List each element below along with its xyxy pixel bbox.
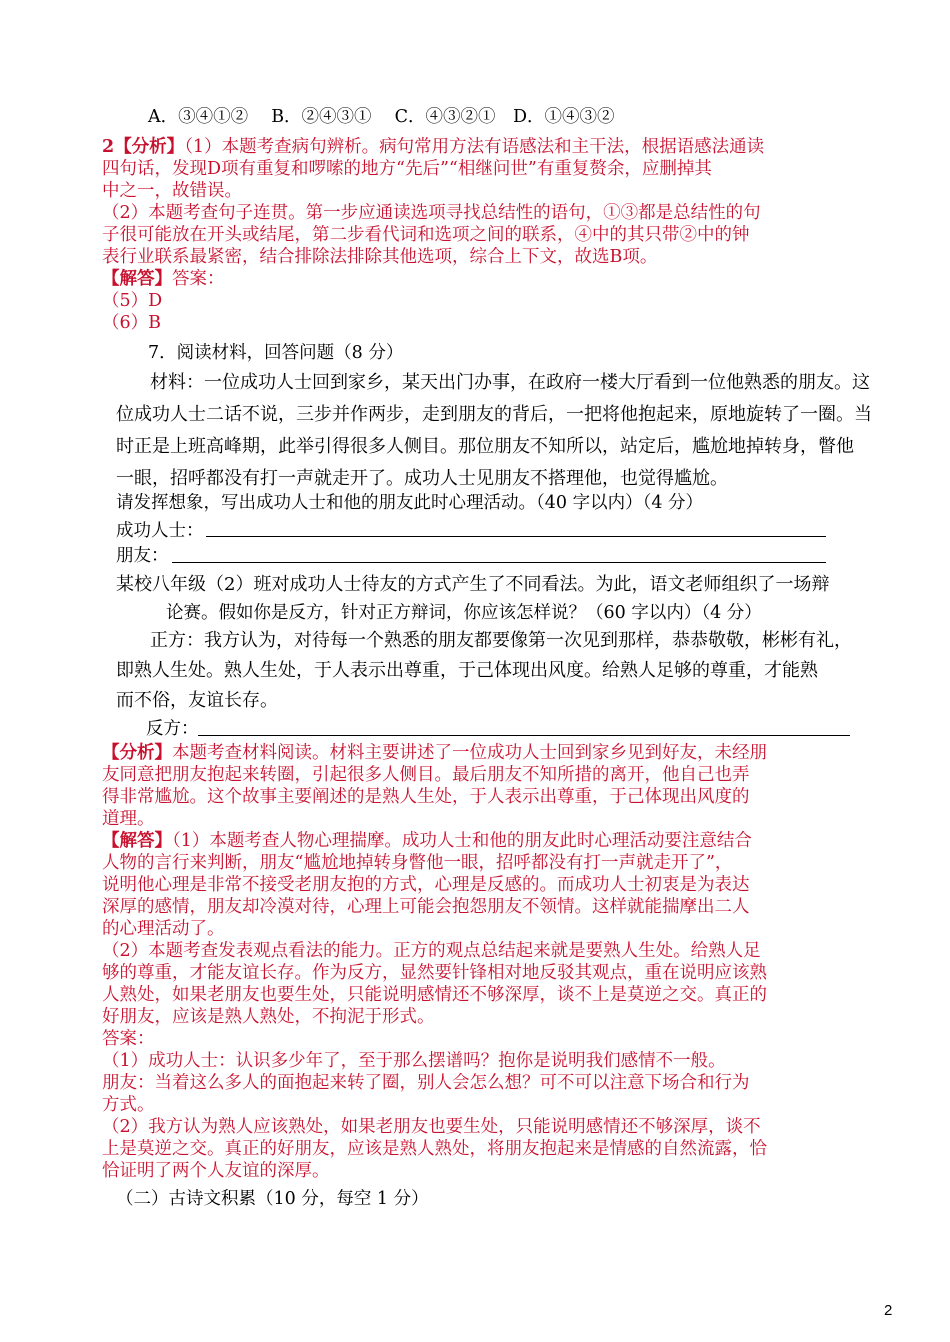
q7-answer-text-6: 恰证明了两个人友谊的深厚。 [102, 1161, 330, 1181]
analysis-label: 【分析】 [102, 743, 172, 763]
q7-answer-line-4: 深厚的感情，朋友却冷漠对待，心理上可能会抱怨朋友不领情。这样就能揣摩出二人 [102, 897, 750, 917]
q7-question-2b: 论赛。假如你是反方，针对正方辩词，你应该怎样说？（60 字以内）（4 分） [166, 603, 762, 623]
q7-analysis-line-2: 友同意把朋友抱起来转圈，引起很多人侧目。最后朋友不知所措的离开，他自己也弄 [102, 765, 750, 785]
q2-analysis-line-6: 表行业联系最紧密，结合排除法排除其他选项，综合上下文，故选B项。 [102, 247, 658, 267]
friend-answer-blank[interactable] [172, 562, 826, 563]
q7-material-line-3: 时正是上班高峰期，此举引得很多人侧目。那位朋友不知所以，站定后，尴尬地掉转身，瞥他 [116, 436, 854, 457]
q7-material-line-2: 位成功人士二话不说，三步并作两步，走到朋友的背后，一把将他抱起来，原地旋转了一圈。当 [116, 404, 872, 425]
con-side-label: 反方： [146, 719, 199, 739]
q7-answer-line-8: 人熟处，如果老朋友也要生处，只能说明感情还不够深厚，谈不上是莫逆之交。真正的 [102, 985, 767, 1005]
analysis-label: 【分析】 [114, 137, 185, 157]
q7-material-line-1: 材料：一位成功人士回到家乡，某天出门办事，在政府一楼大厅看到一位他熟悉的朋友。这 [150, 372, 870, 393]
q2-answer-line: 【解答】答案： [102, 269, 225, 289]
pro-side-line-2: 即熟人生处。熟人生处，于人表示出尊重，于己体现出风度。给熟人足够的尊重，才能熟 [116, 660, 818, 681]
section-2-title: （二）古诗文积累（10 分，每空 1 分） [116, 1189, 429, 1209]
person-answer-label: 成功人士： [116, 521, 204, 541]
q7-question-2a: 某校八年级（2）班对成功人士待友的方式产生了不同看法。为此，语文老师组织了一场辩 [116, 574, 830, 595]
answer-label: 【解答】 [102, 269, 172, 289]
pro-side-line-3: 而不俗，友谊长存。 [116, 690, 278, 711]
q7-analysis-line-1: 【分析】本题考查材料阅读。材料主要讲述了一位成功人士回到家乡见到好友，未经朋 [102, 743, 767, 763]
q7-answer-line-5: 的心理活动了。 [102, 919, 225, 939]
q7-question-1: 请发挥想象，写出成功人士和他的朋友此时心理活动。（40 字以内）（4 分） [116, 493, 704, 513]
q7-answer-text-3: 方式。 [102, 1095, 155, 1115]
q2-number: 2 [102, 137, 115, 157]
con-side-blank[interactable] [198, 735, 850, 736]
q2-analysis-line-5: 子很可能放在开头或结尾，第二步看代词和选项之间的联系，④中的其只带②中的钟 [102, 225, 750, 245]
q7-answer-text-2: 朋友：当着这么多人的面抱起来转了圈，别人会怎么想？可不可以注意下场合和行为 [102, 1073, 750, 1093]
q7-answer-line-2: 人物的言行来判断，朋友“尴尬地掉转身瞥他一眼，招呼都没有打一声就走开了”， [102, 853, 733, 873]
q2-analysis-line-4: （2）本题考查句子连贯。第一步应通读选项寻找总结性的语句，①③都是总结性的句 [102, 203, 761, 223]
q7-material-line-4: 一眼，招呼都没有打一声就走开了。成功人士见朋友不搭理他，也觉得尴尬。 [116, 468, 728, 489]
q7-answer-text-5: 上是莫逆之交。真正的好朋友，应该是熟人熟处，将朋友抱起来是情感的自然流露，恰 [102, 1139, 767, 1159]
q7-title: 7．阅读材料，回答问题（8 分） [148, 343, 404, 363]
q7-answer-label: 答案： [102, 1029, 155, 1049]
q1-options: A．③④①② B．②④③① C．④③②① D．①④③② [148, 107, 615, 127]
friend-answer-label: 朋友： [116, 546, 169, 566]
q2-answer-5: （5）D [102, 291, 163, 311]
q7-analysis-line-3: 得非常尴尬。这个故事主要阐述的是熟人生处，于人表示出尊重，于己体现出风度的 [102, 787, 750, 807]
q2-analysis-line-3: 中之一，故错误。 [102, 181, 242, 201]
q7-answer-line-1: 【解答】（1）本题考查人物心理揣摩。成功人士和他的朋友此时心理活动要注意结合 [102, 831, 752, 851]
pro-side-line-1: 正方：我方认为，对待每一个熟悉的朋友都要像第一次见到那样，恭恭敬敬，彬彬有礼， [150, 630, 852, 651]
q7-answer-text-4: （2）我方认为熟人应该熟处，如果老朋友也要生处，只能说明感情还不够深厚，谈不 [102, 1117, 761, 1137]
q7-answer-line-9: 好朋友，应该是熟人熟处，不拘泥于形式。 [102, 1007, 435, 1027]
q2-answer-6: （6）B [102, 313, 161, 333]
answer-label: 【解答】 [102, 831, 172, 851]
q7-answer-line-7: 够的尊重，才能友谊长存。作为反方，显然要针锋相对地反驳其观点，重在说明应该熟 [102, 963, 767, 983]
q2-analysis-line-1: 2【分析】（1）本题考查病句辨析。病句常用方法有语感法和主干法，根据语感法通读 [102, 137, 765, 157]
person-answer-blank[interactable] [206, 536, 826, 537]
q7-answer-line-3: 说明他心理是非常不接受老朋友抱的方式，心理是反感的。而成功人士初衷是为表达 [102, 875, 750, 895]
q7-answer-text-1: （1）成功人士：认识多少年了，至于那么摆谱吗？抱你是说明我们感情不一般。 [102, 1051, 726, 1071]
q7-analysis-line-4: 道理。 [102, 809, 155, 829]
page-number: 2 [884, 1302, 893, 1319]
q2-analysis-line-2: 四句话，发现D项有重复和啰嗦的地方“先后”“相继问世”有重复赘余，应删掉其 [102, 159, 712, 179]
q7-answer-line-6: （2）本题考查发表观点看法的能力。正方的观点总结起来就是要熟人生处。给熟人足 [102, 941, 761, 961]
